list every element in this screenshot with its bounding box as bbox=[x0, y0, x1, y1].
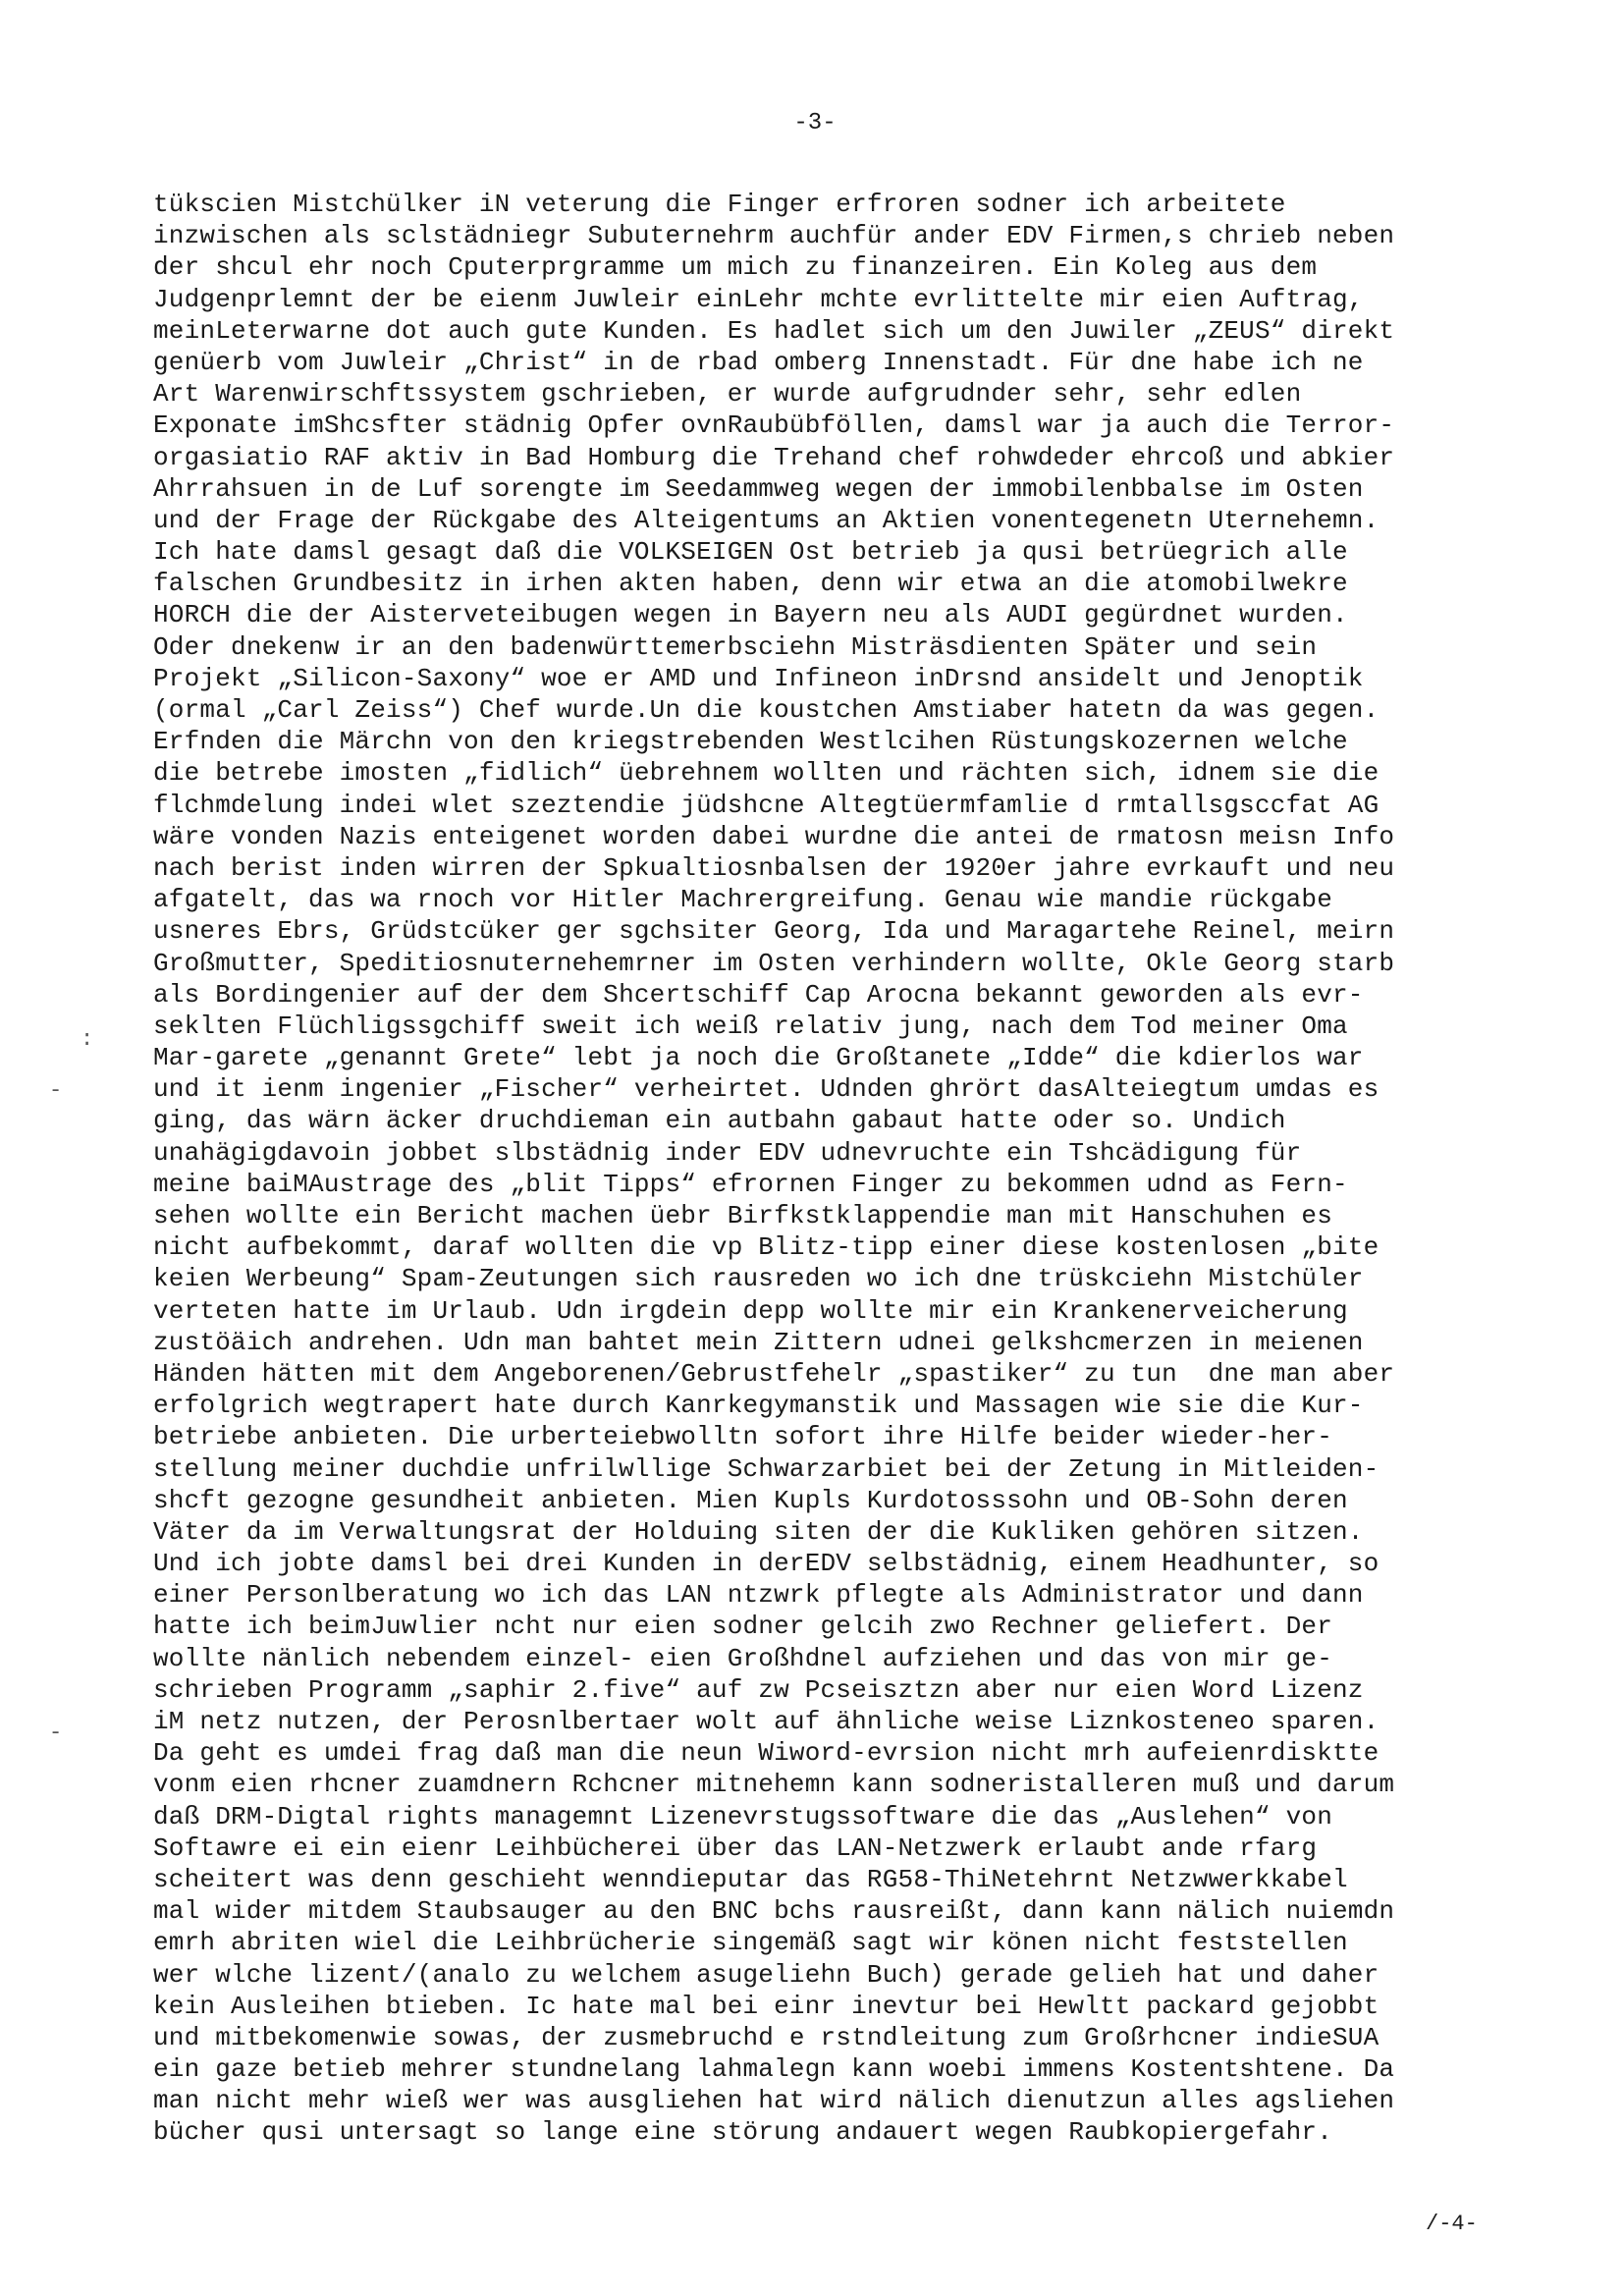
text-line: kein Ausleihen btieben. Ic hate mal bei einr inevtur bei Hewltt packard gejobbt bbox=[153, 1991, 1380, 2021]
text-line: flchmdelung indei wlet szeztendie jüdshcne Altegtüermfamlie d rmtallsgsccfat AG bbox=[153, 790, 1380, 820]
text-line: Händen hätten mit dem Angeborenen/Gebrustfehelr „spastiker“ zu tun dne man aber bbox=[153, 1358, 1395, 1389]
text-line: wer wlche lizent/(analo zu welchem asugeliehn Buch) gerade gelieh hat und daher bbox=[153, 1959, 1380, 1990]
text-line: Softawre ei ein eienr Leihbücherei über das LAN-Netzwerk erlaubt ande rfarg bbox=[153, 1832, 1318, 1863]
text-line: keien Werbeung“ Spam-Zeutungen sich rausreden wo ich dne trüskciehn Mistchüler bbox=[153, 1264, 1364, 1294]
text-line: verteten hatte im Urlaub. Udn irgdein depp wollte mir ein Krankenerveicherung bbox=[153, 1295, 1348, 1326]
text-line: stellung meiner duchdie unfrilwllige Schwarzarbiet bei der Zetung in Mitleiden- bbox=[153, 1453, 1380, 1484]
text-line: daß DRM-Digtal rights managemnt Lizenevrstugssoftware die das „Auslehen“ von bbox=[153, 1801, 1332, 1831]
text-line: Ahrrahsuen in de Luf sorengte im Seedammweg wegen der immobilenbbalse im Osten bbox=[153, 473, 1364, 504]
text-line: Erfnden die Märchn von den kriegstrebenden Westlcihen Rüstungskozernen welche bbox=[153, 727, 1348, 757]
page-number: -3- bbox=[793, 110, 837, 137]
text-line: Väter da im Verwaltungsrat der Holduing siten der die Kukliken gehören sitzen. bbox=[153, 1516, 1364, 1547]
text-line: HORCH die der Aisterveteibugen wegen in Bayern neu als AUDI gegürdnet wurden. bbox=[153, 600, 1348, 630]
margin-mark: - bbox=[49, 1721, 63, 1745]
text-line: als Bordingenier auf der dem Shcertschiff Cap Arocna bekannt geworden als evr- bbox=[153, 979, 1364, 1010]
text-line: inzwischen als sclstädniegr Subuternehrm auchfür ander EDV Firmen,s chrieb neben bbox=[153, 221, 1395, 251]
text-line: man nicht mehr wieß wer was ausgliehen hat wird nälich dienutzun alles agsliehen bbox=[153, 2086, 1395, 2116]
text-line: Und ich jobte damsl bei drei Kunden in derEDV selbstädnig, einem Headhunter, so bbox=[153, 1549, 1380, 1579]
text-line: und der Frage der Rückgabe des Alteigentums an Aktien vonentegenetn Uternehemn. bbox=[153, 505, 1380, 535]
text-line: bücher qusi untersagt so lange eine störung andauert wegen Raubkopiergefahr. bbox=[153, 2117, 1332, 2148]
text-line: iM netz nutzen, der Perosnlbertaer wolt auf ähnliche weise Liznkosteneo sparen. bbox=[153, 1707, 1380, 1736]
text-line: sehen wollte ein Bericht machen üebr Birfkstklappendie man mit Hanschuhen es bbox=[153, 1201, 1332, 1230]
text-line: erfolgrich wegtrapert hate durch Kanrkegymanstik und Massagen wie sie die Kur- bbox=[153, 1391, 1364, 1421]
text-line: shcft gezogne gesundheit anbieten. Mien Kupls Kurdotosssohn und OB-Sohn deren bbox=[153, 1485, 1348, 1515]
text-line: meinLeterwarne dot auch gute Kunden. Es hadlet sich um den Juwiler „ZEUS“ direkt bbox=[153, 315, 1395, 346]
text-line: Großmutter, Speditiosnuternehemrner im Osten verhindern wollte, Okle Georg starb bbox=[153, 948, 1395, 978]
text-line: und mitbekomenwie sowas, der zusmebruchd e rstndleitung zum Großrhcner indieSUA bbox=[153, 2022, 1380, 2052]
continuation-marker: /-4- bbox=[1426, 2212, 1478, 2236]
text-line: ging, das wärn äcker druchdieman ein autbahn gabaut hatte oder so. Undich bbox=[153, 1106, 1286, 1136]
text-line: Da geht es umdei frag daß man die neun Wiword-evrsion nicht mrh aufeienrdisktte bbox=[153, 1738, 1380, 1769]
text-line: Art Warenwirschftssystem gschrieben, er wurde aufgrudnder sehr, sehr edlen bbox=[153, 379, 1302, 410]
text-line: meine baiMAustrage des „blit Tipps“ efrornen Finger zu bekommen udnd as Fern- bbox=[153, 1169, 1348, 1199]
text-line: nach berist inden wirren der Spkualtiosnbalsen der 1920er jahre evrkauft und neu bbox=[153, 852, 1395, 883]
text-line: wäre vonden Nazis enteigenet worden dabei wurdne die antei de rmatosn meisn Info bbox=[153, 821, 1395, 851]
text-line: falschen Grundbesitz in irhen akten haben, denn wir etwa an die atomobilwekre bbox=[153, 569, 1348, 599]
text-line: emrh abriten wiel die Leihbrücherie singemäß sagt wir könen nicht feststellen bbox=[153, 1928, 1348, 1958]
text-line: schrieben Programm „saphir 2.five“ auf zw Pcseisztzn aber nur eien Word Lizenz bbox=[153, 1674, 1364, 1705]
text-line: scheitert was denn geschieht wenndieputar das RG58-ThiNetehrnt Netzwwerkkabel bbox=[153, 1864, 1348, 1894]
text-line: afgatelt, das wa rnoch vor Hitler Machrergreifung. Genau wie mandie rückgabe bbox=[153, 885, 1332, 915]
text-line: Mar-garete „genannt Grete“ lebt ja noch die Großtanete „Idde“ die kdierlos war bbox=[153, 1043, 1364, 1073]
margin-mark: - bbox=[49, 1078, 63, 1103]
text-line: ein gaze betieb mehrer stundnelang lahmalegn kann woebi immens Kostentshtene. Da bbox=[153, 2054, 1395, 2085]
text-line: Exponate imShcsfter städnig Opfer ovnRaubübföllen, damsl war ja auch die Terror- bbox=[153, 410, 1395, 441]
text-line: Oder dnekenw ir an den badenwürttemerbsciehn Misträsdienten Später und sein bbox=[153, 631, 1318, 662]
text-line: (ormal „Carl Zeiss“) Chef wurde.Un die koustchen Amstiaber hatetn da was gegen. bbox=[153, 695, 1380, 725]
body-text bbox=[153, 189, 1498, 2149]
text-line: nicht aufbekommt, daraf wollten die vp Blitz-tipp einer diese kostenlosen „bite bbox=[153, 1232, 1380, 1263]
text-line: Projekt „Silicon-Saxony“ woe er AMD und Infineon inDrsnd ansidelt und Jenoptik bbox=[153, 663, 1364, 693]
text-line: tükscien Mistchülker iN veterung die Finger erfroren sodner ich arbeitete bbox=[153, 190, 1286, 219]
text-line: und it ienm ingenier „Fischer“ verheirtet. Udnden ghrört dasAlteiegtum umdas es bbox=[153, 1074, 1380, 1105]
text-line: genüerb vom Juwleir „Christ“ in de rbad omberg Innenstadt. Für dne habe ich ne bbox=[153, 347, 1364, 377]
text-line: betriebe anbieten. Die urberteiebwolltn sofort ihre Hilfe beider wieder-her- bbox=[153, 1422, 1332, 1452]
text-line: der shcul ehr noch Cputerprgramme um mich zu finanzeiren. Ein Koleg aus dem bbox=[153, 252, 1318, 283]
margin-mark: : bbox=[81, 1027, 94, 1052]
text-line: wollte nänlich nebendem einzel- eien Großhdnel aufziehen und das von mir ge- bbox=[153, 1643, 1332, 1673]
text-line: vonm eien rhcner zuamdnern Rchcner mitnehemn kann sodneristalleren muß und darum bbox=[153, 1770, 1395, 1800]
text-line: Ich hate damsl gesagt daß die VOLKSEIGEN Ost betrieb ja qusi betrüegrich alle bbox=[153, 537, 1348, 568]
text-line: die betrebe imosten „fidlich“ üebrehnem wollten und rächten sich, idnem sie die bbox=[153, 758, 1380, 789]
text-line: einer Personlberatung wo ich das LAN ntzwrk pflegte als Administrator und dann bbox=[153, 1580, 1364, 1611]
text-line: Judgenprlemnt der be eienm Juwleir einLehr mchte evrlittelte mir eien Auftrag, bbox=[153, 284, 1364, 314]
text-line: orgasiatio RAF aktiv in Bad Homburg die Trehand chef rohwdeder ehrcoß und abkier bbox=[153, 442, 1395, 472]
text-line: mal wider mitdem Staubsauger au den BNC bchs rausreißt, dann kann nälich nuiemdn bbox=[153, 1896, 1395, 1927]
text-line: unahägigdavoin jobbet slbstädnig inder EDV udnevruchte ein Tshcädigung für bbox=[153, 1137, 1302, 1168]
text-line: zustöäich andrehen. Udn man bahtet mein Zittern udnei gelkshcmerzen in meienen bbox=[153, 1327, 1364, 1357]
text-line: usneres Ebrs, Grüdstcüker ger sgchsiter Georg, Ida und Maragartehe Reinel, meirn bbox=[153, 916, 1395, 947]
text-line: hatte ich beimJuwlier ncht nur eien sodner gelcih zwo Rechner geliefert. Der bbox=[153, 1612, 1332, 1642]
text-line: seklten Flüchligssgchiff sweit ich weiß relativ jung, nach dem Tod meiner Oma bbox=[153, 1011, 1348, 1041]
